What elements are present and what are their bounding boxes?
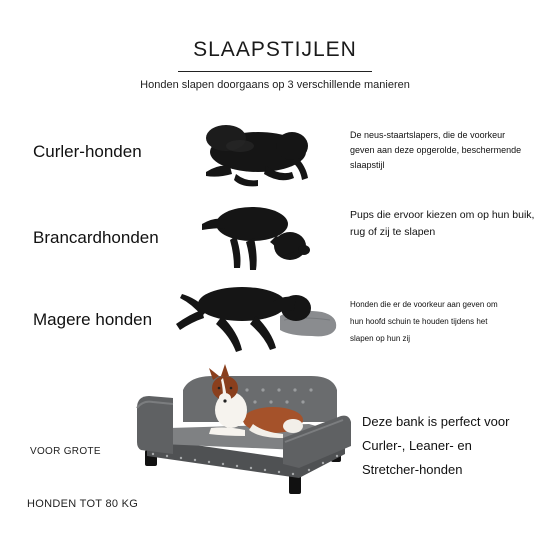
dog-sofa-image [133, 362, 355, 496]
style-description-curler [350, 128, 521, 173]
page-title: SLAAPSTIJLEN [193, 38, 357, 61]
size-note-large-dogs: VOOR GROTE [30, 446, 101, 457]
description-line: geven aan deze opgerolde, beschermende [350, 144, 522, 155]
description-line: Curler-, Leaner- en [362, 438, 472, 454]
style-label-magere: Magere honden [33, 310, 153, 329]
description-line: Honden die er de voorkeur aan geven om [350, 300, 498, 309]
style-description-brancard [350, 207, 534, 241]
description-line: slaapstijl [350, 159, 385, 170]
page-subtitle: Honden slapen doorgaans op 3 verschillende manieren [140, 79, 410, 91]
style-label-curler: Curler-honden [33, 142, 142, 161]
side-sleeping-dog-image [172, 280, 340, 358]
description-line: Deze bank is perfect voor [362, 414, 510, 429]
description-line: slapen op hun zij [350, 333, 411, 343]
title-divider [178, 71, 372, 72]
size-note-weight-limit: HONDEN TOT 80 KG [27, 498, 139, 510]
description-line: hun hoofd schuin te houden tijdens het [350, 316, 488, 326]
description-line: Pups die ervoor kiezen om op hun buik, [350, 209, 535, 221]
description-line: rug of zij te slapen [350, 225, 436, 238]
style-label-brancard: Brancardhonden [33, 228, 159, 247]
description-line: Stretcher-honden [362, 462, 463, 478]
product-description [362, 410, 509, 482]
style-description-magere [350, 297, 498, 347]
stretched-dog-image [196, 196, 314, 274]
curled-dog-image [196, 116, 314, 188]
description-line: De neus-staartslapers, die de voorkeur [350, 130, 506, 140]
